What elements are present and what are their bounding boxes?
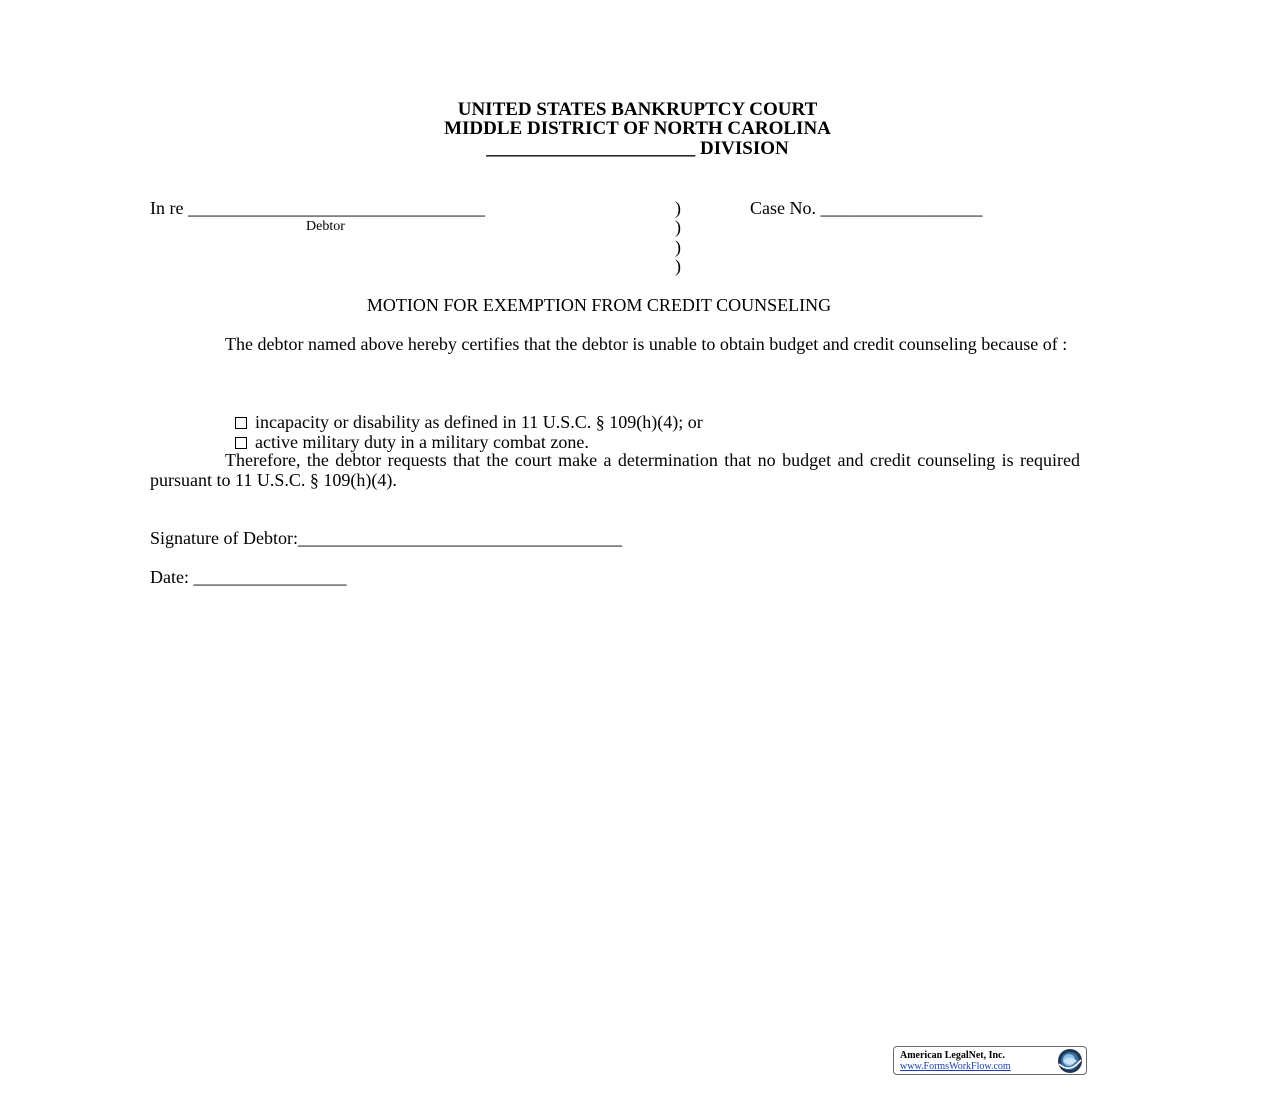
option-military bbox=[226, 412, 589, 452]
court-name: UNITED STATES BANKRUPTCY COURT bbox=[457, 99, 818, 120]
footer-logo[interactable] bbox=[893, 1046, 1087, 1075]
date-line: Date: _________________ bbox=[150, 567, 347, 587]
debtor-label: Debtor bbox=[306, 219, 345, 234]
option-military-label: active military duty in a military combat zone. bbox=[255, 432, 589, 452]
certification-paragraph: The debtor named above hereby certifies that the debtor is unable to obtain budget and credit counseling because of : bbox=[225, 334, 1068, 354]
logo-company-name: American LegalNet, Inc. bbox=[900, 1050, 1005, 1061]
district-name: MIDDLE DISTRICT OF NORTH CAROLINA bbox=[444, 118, 831, 139]
signature-line: Signature of Debtor:____________________________________ bbox=[150, 528, 622, 548]
option-incapacity-label: incapacity or disability as defined in 11 U.S.C. § 109(h)(4); or bbox=[255, 412, 703, 432]
caption-paren: ) bbox=[675, 198, 681, 218]
logo-url-link[interactable]: www.FormsWorkFlow.com bbox=[900, 1061, 1011, 1072]
globe-icon bbox=[1057, 1048, 1083, 1074]
division-line: ______________________ DIVISION bbox=[486, 138, 789, 159]
case-number-line: Case No. __________________ bbox=[750, 198, 983, 218]
in-re-line: In re _________________________________ bbox=[150, 198, 485, 218]
motion-title: MOTION FOR EXEMPTION FROM CREDIT COUNSELING bbox=[366, 295, 832, 315]
caption-paren: ) bbox=[675, 217, 681, 237]
caption-paren: ) bbox=[675, 256, 681, 276]
request-paragraph: Therefore, the debtor requests that the court make a determination that no budget and credit counseling is required pursuant to 11 U.S.C. § 109(h)(4). bbox=[150, 450, 1080, 490]
caption-paren: ) bbox=[675, 237, 681, 257]
checkbox-military[interactable] bbox=[235, 437, 247, 449]
